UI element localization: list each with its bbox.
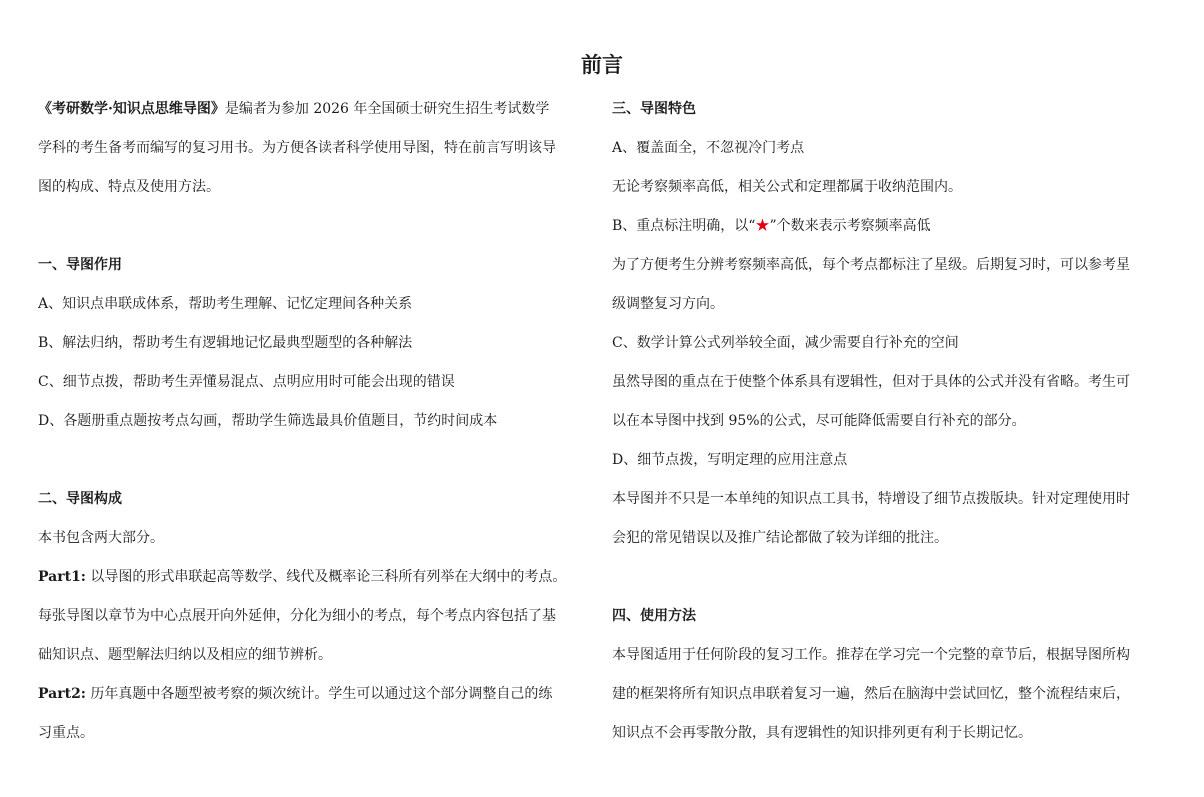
part2-label: Part2: (38, 686, 86, 702)
part1-line-2: 每张导图以章节为中心点展开向外延伸，分化为细小的考点，每个考点内容包括了基 (38, 608, 556, 624)
blank-line (612, 558, 1167, 597)
intro-line-2: 学科的考生备考而编写的复习用书。为方便各读者科学使用导图，特在前言写明该导 (38, 140, 556, 156)
section1-item-d: D、各题册重点题按考点勾画，帮助学生筛选最具价值题目，节约时间成本 (38, 413, 498, 429)
feature-a-title: A、覆盖面全，不忽视冷门考点 (612, 140, 805, 156)
intro-line-1-rest: 是编者为参加 2026 年全国硕士研究生招生考试数学 (224, 101, 550, 117)
part1-text: 以导图的形式串联起高等数学、线代及概率论三科所有列举在大纲中的考点。 (85, 569, 567, 585)
section1-item-c: C、细节点拨，帮助考生弄懂易混点、点明应用时可能会出现的错误 (38, 374, 455, 390)
feature-d-line-1: 本导图并不只是一本单纯的知识点工具书，特增设了细节点拨版块。针对定理使用时 (612, 491, 1130, 507)
feature-a-line-1: 无论考察频率高低，相关公式和定理都属于收纳范围内。 (612, 179, 962, 195)
intro-line-1 (38, 90, 598, 129)
part2-text: 历年真题中各题型被考察的频次统计。学生可以通过这个部分调整自己的练 (85, 686, 553, 702)
feature-c-line-1: 虽然导图的重点在于使整个体系具有逻辑性，但对于具体的公式并没有省略。考生可 (612, 374, 1130, 390)
feature-b-title-before: B、重点标注明确，以“ (612, 218, 756, 234)
intro-line-3: 图的构成、特点及使用方法。 (38, 179, 220, 195)
feature-b-title (612, 207, 1167, 246)
book-title: 《考研数学·知识点思维导图》 (38, 101, 225, 117)
section1-item-b: B、解法归纳，帮助考生有逻辑地记忆最典型题型的各种解法 (38, 335, 413, 351)
star-icon: ★ (755, 218, 770, 234)
usage-line-1: 本导图适用于任何阶段的复习工作。推荐在学习完一个完整的章节后，根据导图所构 (612, 647, 1130, 663)
section3-heading: 三、导图特色 (612, 101, 696, 117)
feature-b-line-2: 级调整复习方向。 (612, 296, 724, 312)
right-column (612, 90, 1167, 753)
section2-heading: 二、导图构成 (38, 491, 122, 507)
blank-line (38, 207, 598, 246)
part2-line-2: 习重点。 (38, 725, 94, 741)
section1-heading: 一、导图作用 (38, 257, 122, 273)
part1-line-1 (38, 558, 598, 597)
section2-intro: 本书包含两大部分。 (38, 530, 164, 546)
usage-line-2: 建的框架将所有知识点串联着复习一遍，然后在脑海中尝试回忆，整个流程结束后， (612, 686, 1130, 702)
part1-label: Part1: (38, 569, 86, 585)
blank-line (38, 441, 598, 480)
feature-c-line-2: 以在本导图中找到 95%的公式，尽可能降低需要自行补充的部分。 (612, 413, 1026, 429)
feature-b-line-1: 为了方便考生分辨考察频率高低，每个考点都标注了星级。后期复习时，可以参考星 (612, 257, 1130, 273)
page-title: 前言 (581, 52, 623, 77)
part1-line-3: 础知识点、题型解法归纳以及相应的细节辨析。 (38, 647, 332, 663)
feature-d-title: D、细节点拨，写明定理的应用注意点 (612, 452, 848, 468)
part2-line-1 (38, 675, 598, 714)
feature-c-title: C、数学计算公式列举较全面，减少需要自行补充的空间 (612, 335, 959, 351)
section1-item-a: A、知识点串联成体系，帮助考生理解、记忆定理间各种关系 (38, 296, 413, 312)
feature-d-line-2: 会犯的常见错误以及推广结论都做了较为详细的批注。 (612, 530, 948, 546)
feature-b-title-after: ”个数来表示考察频率高低 (769, 218, 931, 234)
left-column (38, 90, 598, 753)
section4-heading: 四、使用方法 (612, 608, 696, 624)
usage-line-3: 知识点不会再零散分散，具有逻辑性的知识排列更有利于长期记忆。 (612, 725, 1032, 741)
